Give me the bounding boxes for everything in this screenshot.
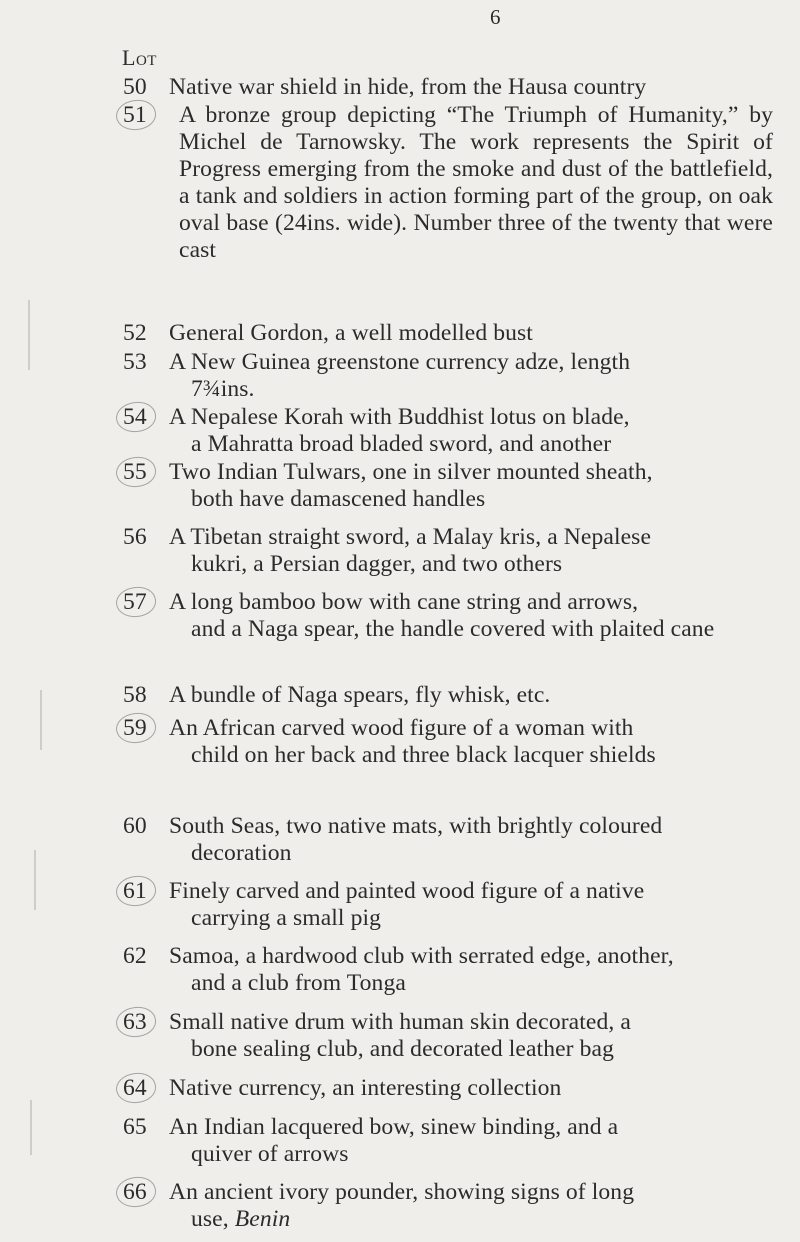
- lot-description-continuation: kukri, a Persian dagger, and two others: [191, 551, 563, 577]
- margin-pencil-mark: [34, 850, 36, 910]
- lot-number: 66: [123, 1179, 163, 1206]
- lot-description-text: South Seas, two native mats, with brightly coloured: [169, 813, 663, 839]
- lot-description-continuation: [169, 1206, 773, 1233]
- margin-pencil-mark: [28, 300, 30, 370]
- lot-51: [123, 102, 773, 264]
- lot-description-text: Two Indian Tulwars, one in silver mounted sheath,: [169, 459, 653, 485]
- lot-description-continuation-text: use,: [191, 1206, 235, 1232]
- lot-description-text: A Nepalese Korah with Buddhist lotus on blade,: [169, 404, 630, 430]
- lot-description-continuation: and a club from Tonga: [191, 970, 406, 996]
- lot-number: 55: [123, 459, 163, 486]
- lot-description: [169, 459, 773, 513]
- lot-number: 56: [123, 524, 147, 550]
- lot-column-heading: Lot: [122, 45, 157, 70]
- lot-description: A bundle of Naga spears, fly whisk, etc.: [169, 682, 551, 708]
- lot-description: [169, 524, 773, 578]
- lot-62: [123, 943, 773, 997]
- lot-description: [169, 878, 773, 932]
- lot-number: 58: [123, 682, 147, 708]
- lot-57: [123, 589, 773, 643]
- lot-64: [123, 1075, 773, 1102]
- lot-50: [123, 74, 773, 101]
- lot-description-continuation: quiver of arrows: [191, 1141, 349, 1167]
- lot-description: General Gordon, a well modelled bust: [169, 320, 533, 346]
- lot-description-text: Small native drum with human skin decorated, a: [169, 1009, 631, 1035]
- lot-number: 59: [123, 715, 163, 742]
- margin-pencil-mark: [40, 690, 42, 750]
- lot-number: 54: [123, 404, 163, 431]
- lot-description: [169, 1179, 773, 1233]
- lot-description: [169, 404, 773, 458]
- lot-description: [169, 715, 773, 769]
- lot-description-continuation: a Mahratta broad bladed sword, and another: [191, 431, 612, 457]
- lot-description-continuation: 7¾ins.: [191, 376, 255, 402]
- lot-58: [123, 682, 773, 709]
- lot-description-continuation: carrying a small pig: [191, 905, 382, 931]
- lot-description-text: A New Guinea greenstone currency adze, length: [169, 349, 631, 375]
- margin-pencil-mark: [30, 1100, 32, 1155]
- lot-number: 57: [123, 589, 163, 616]
- lot-description: [169, 813, 773, 867]
- lot-description-text: A bronze group depicting “The Triumph of Humanity,” by Michel de Tarnowsky. The work represents the Spirit of Progress emerging from the smoke and dust of the battlefield, a tank and soldiers in action forming part of the group, on oak oval base (24ins. wide). Number three of the twenty that were cast: [179, 102, 773, 263]
- lot-description: [169, 1114, 773, 1168]
- lot-59: [123, 715, 773, 769]
- lot-56: [123, 524, 773, 578]
- lot-60: [123, 813, 773, 867]
- lot-description-continuation: child on her back and three black lacquer shields: [191, 742, 656, 768]
- lot-description: [169, 1009, 773, 1063]
- page-number: 6: [490, 5, 501, 29]
- lot-52: [123, 320, 773, 347]
- lot-number: 50: [123, 74, 147, 100]
- lot-description: Native currency, an interesting collection: [169, 1075, 562, 1101]
- lot-description-text: Samoa, a hardwood club with serrated edge, another,: [169, 943, 674, 969]
- lot-description: Native war shield in hide, from the Hausa country: [169, 74, 647, 100]
- lot-origin: Benin: [234, 1206, 291, 1232]
- lot-description-text: A Tibetan straight sword, a Malay kris, a Nepalese: [169, 524, 652, 550]
- lot-number: 51: [123, 102, 163, 129]
- lot-description-text: An Indian lacquered bow, sinew binding, and a: [169, 1114, 619, 1140]
- lot-55: [123, 459, 773, 513]
- lot-number: 62: [123, 943, 147, 969]
- lot-65: [123, 1114, 773, 1168]
- lot-63: [123, 1009, 773, 1063]
- lot-66: [123, 1179, 773, 1233]
- lot-number: 53: [123, 349, 147, 375]
- lot-description-continuation: decoration: [191, 840, 292, 866]
- lot-number: 64: [123, 1075, 163, 1102]
- lot-description-text: An African carved wood figure of a woman with: [169, 715, 634, 741]
- lot-number: 60: [123, 813, 147, 839]
- lot-description: [169, 349, 773, 403]
- lot-description-text: A long bamboo bow with cane string and arrows,: [169, 589, 639, 615]
- lot-description: [169, 943, 773, 997]
- lot-description: [169, 589, 773, 643]
- lot-number: 52: [123, 320, 147, 346]
- lot-53: [123, 349, 773, 403]
- lot-number: 63: [123, 1009, 163, 1036]
- lot-description: [179, 102, 773, 264]
- lot-description-continuation: and a Naga spear, the handle covered with plaited cane: [191, 616, 715, 642]
- lot-number: 65: [123, 1114, 147, 1140]
- lot-description-continuation: bone sealing club, and decorated leather bag: [191, 1036, 615, 1062]
- lot-description-continuation: both have damascened handles: [191, 486, 486, 512]
- lot-54: [123, 404, 773, 458]
- lot-61: [123, 878, 773, 932]
- lot-description-text: An ancient ivory pounder, showing signs of long: [169, 1179, 635, 1205]
- lot-description-text: Finely carved and painted wood figure of a native: [169, 878, 645, 904]
- lot-number: 61: [123, 878, 163, 905]
